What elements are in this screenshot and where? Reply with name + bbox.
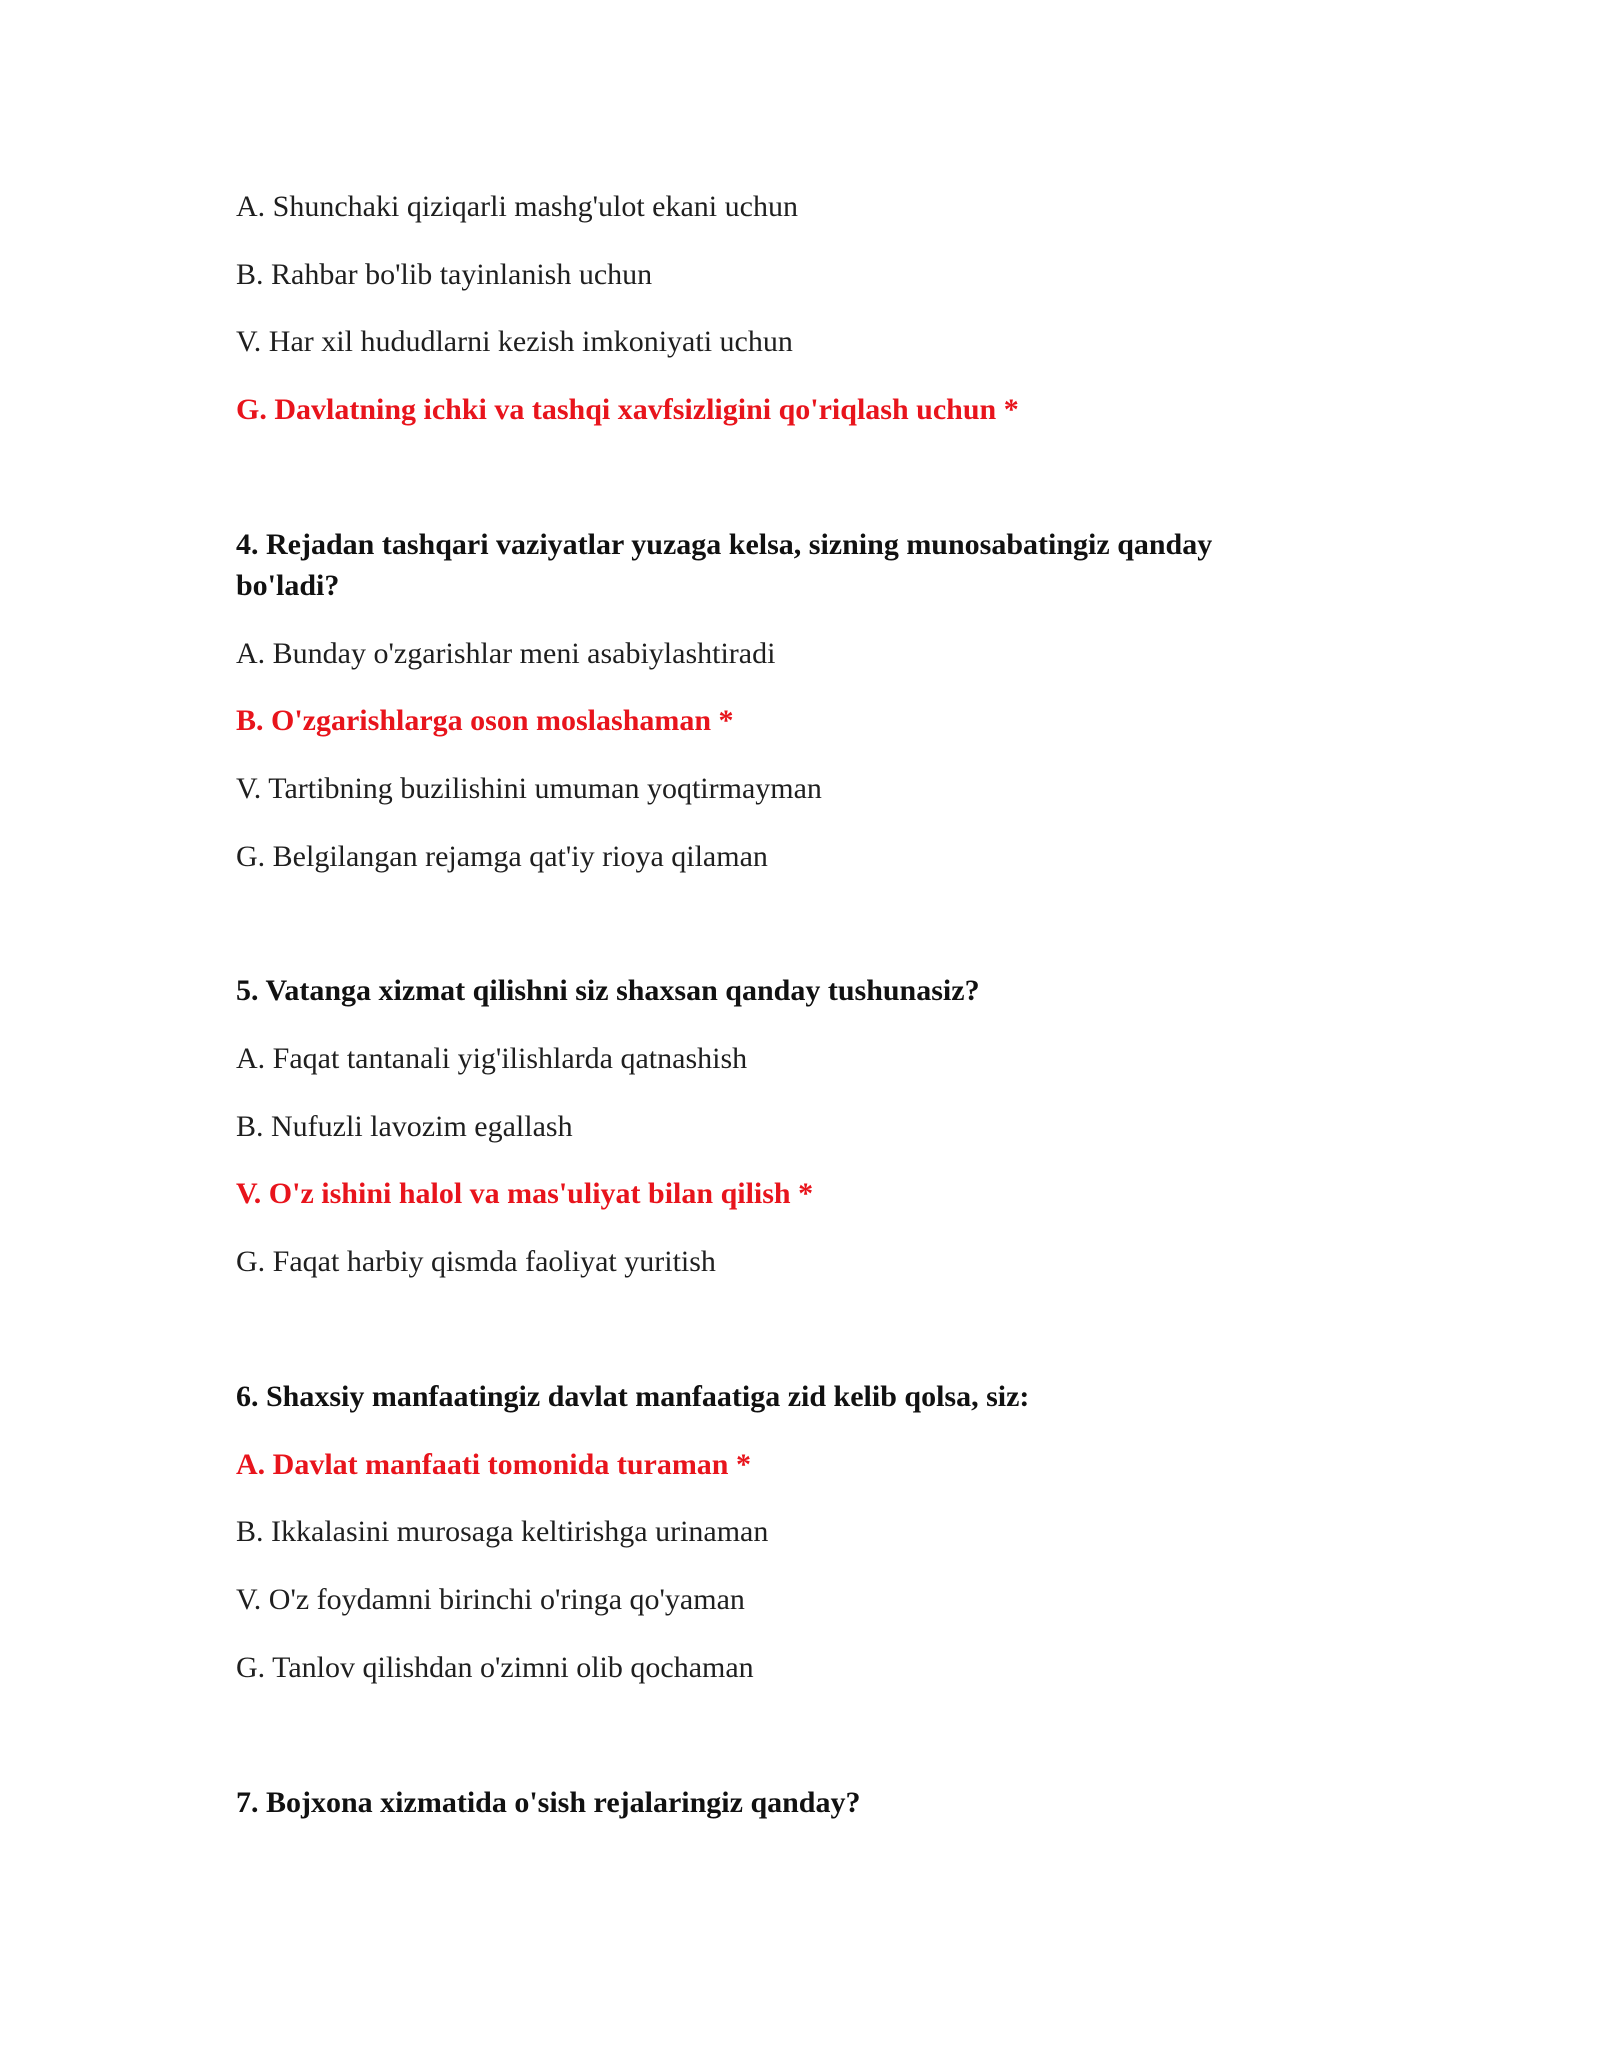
q7-question: 7. Bojxona xizmatida o'sish rejalaringiz qanday? xyxy=(236,1786,861,1819)
q6-question: 6. Shaxsiy manfaatingiz davlat manfaatiga zid kelib qolsa, siz: xyxy=(236,1380,1030,1413)
q3-option-g-correct: G. Davlatning ichki va tashqi xavfsizligini qo'riqlash uchun * xyxy=(236,393,1019,426)
q4-option-a: A. Bunday o'zgarishlar meni asabiylashtiradi xyxy=(236,637,776,670)
q6-option-a-correct: A. Davlat manfaati tomonida turaman * xyxy=(236,1448,751,1481)
q6-option-v: V. O'z foydamni birinchi o'ringa qo'yaman xyxy=(236,1583,745,1616)
q5-option-a: A. Faqat tantanali yig'ilishlarda qatnashish xyxy=(236,1042,748,1075)
q4-question-line2: bo'ladi? xyxy=(236,569,340,602)
q3-option-b: B. Rahbar bo'lib tayinlanish uchun xyxy=(236,258,653,291)
q6-option-b: B. Ikkalasini murosaga keltirishga urinaman xyxy=(236,1515,769,1548)
q4-option-b-correct: B. O'zgarishlarga oson moslashaman * xyxy=(236,704,734,737)
q5-option-v-correct: V. O'z ishini halol va mas'uliyat bilan qilish * xyxy=(236,1177,814,1210)
q4-option-g: G. Belgilangan rejamga qat'iy rioya qilaman xyxy=(236,840,768,873)
q3-option-v: V. Har xil hududlarni kezish imkoniyati uchun xyxy=(236,325,793,358)
q3-option-a: A. Shunchaki qiziqarli mashg'ulot ekani uchun xyxy=(236,190,798,223)
q5-option-g: G. Faqat harbiy qismda faoliyat yuritish xyxy=(236,1245,716,1278)
q4-option-v: V. Tartibning buzilishini umuman yoqtirmayman xyxy=(236,772,822,805)
q5-option-b: B. Nufuzli lavozim egallash xyxy=(236,1110,573,1143)
q6-option-g: G. Tanlov qilishdan o'zimni olib qochaman xyxy=(236,1651,754,1684)
q4-question-line1: 4. Rejadan tashqari vaziyatlar yuzaga kelsa, sizning munosabatingiz qanday xyxy=(236,528,1213,561)
q5-question: 5. Vatanga xizmat qilishni siz shaxsan qanday tushunasiz? xyxy=(236,974,980,1007)
